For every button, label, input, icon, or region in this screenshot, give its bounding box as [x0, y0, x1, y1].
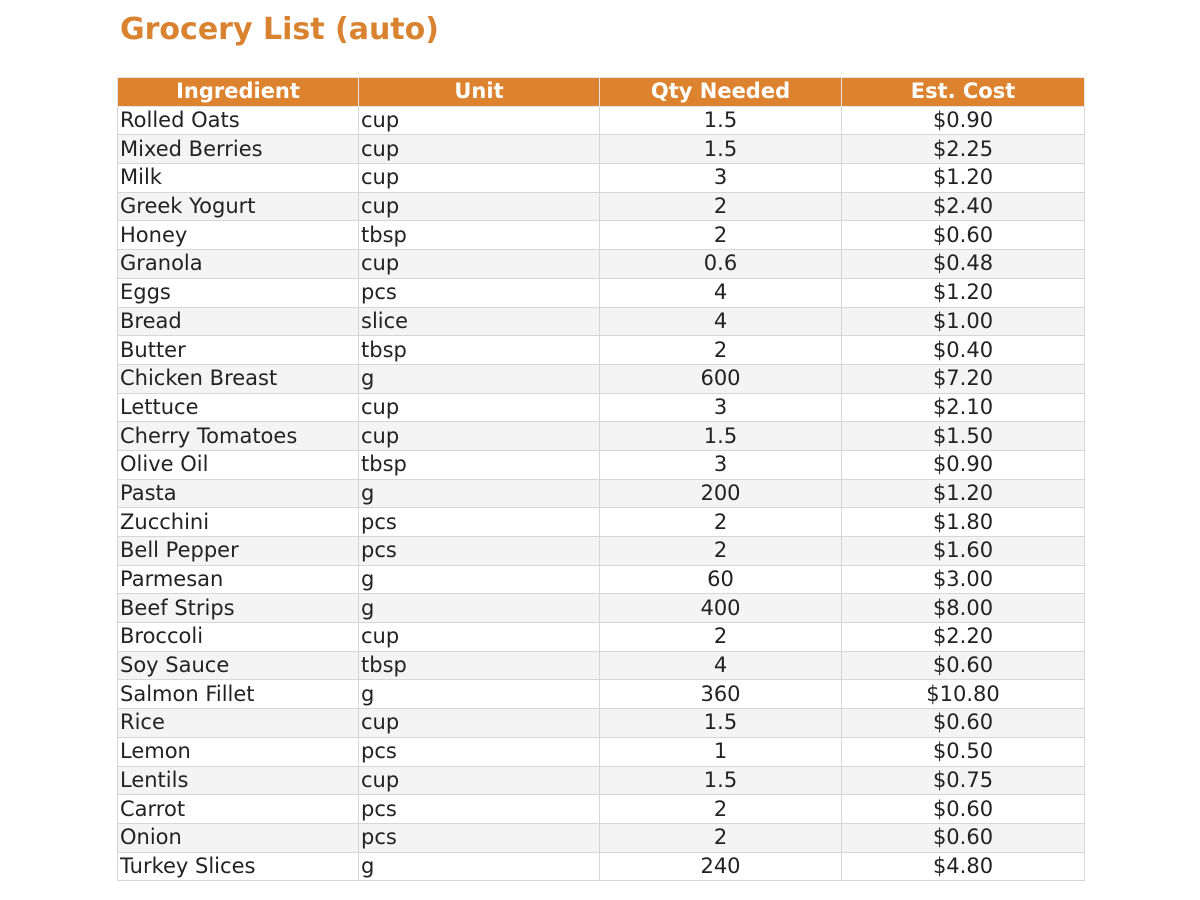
qty-needed-cell: 1.5	[600, 766, 842, 795]
est-cost-cell: $1.20	[842, 164, 1085, 193]
table-row	[118, 250, 1085, 279]
ingredient-cell: Rolled Oats	[118, 106, 359, 135]
est-cost-cell: $0.60	[842, 823, 1085, 852]
unit-cell: cup	[359, 135, 600, 164]
est-cost-cell: $1.60	[842, 537, 1085, 566]
unit-cell: cup	[359, 422, 600, 451]
qty-needed-cell: 2	[600, 537, 842, 566]
table-row	[118, 623, 1085, 652]
est-cost-cell: $1.20	[842, 278, 1085, 307]
unit-cell: cup	[359, 192, 600, 221]
table-row	[118, 709, 1085, 738]
page-title: Grocery List (auto)	[120, 12, 439, 47]
est-cost-cell: $0.48	[842, 250, 1085, 279]
qty-needed-cell: 3	[600, 450, 842, 479]
qty-needed-cell: 3	[600, 393, 842, 422]
ingredient-cell: Pasta	[118, 479, 359, 508]
est-cost-cell: $2.40	[842, 192, 1085, 221]
ingredient-cell: Carrot	[118, 795, 359, 824]
table-row	[118, 508, 1085, 537]
qty-needed-cell: 2	[600, 823, 842, 852]
column-header-qty-needed: Qty Needed	[600, 78, 842, 107]
table-row	[118, 737, 1085, 766]
ingredient-cell: Soy Sauce	[118, 651, 359, 680]
ingredient-cell: Bell Pepper	[118, 537, 359, 566]
table-row	[118, 795, 1085, 824]
unit-cell: cup	[359, 106, 600, 135]
qty-needed-cell: 240	[600, 852, 842, 881]
table-row	[118, 336, 1085, 365]
table-row	[118, 680, 1085, 709]
ingredient-cell: Onion	[118, 823, 359, 852]
column-header-ingredient: Ingredient	[118, 78, 359, 107]
ingredient-cell: Eggs	[118, 278, 359, 307]
ingredient-cell: Chicken Breast	[118, 364, 359, 393]
qty-needed-cell: 1.5	[600, 106, 842, 135]
ingredient-cell: Parmesan	[118, 565, 359, 594]
qty-needed-cell: 2	[600, 623, 842, 652]
qty-needed-cell: 2	[600, 508, 842, 537]
ingredient-cell: Salmon Fillet	[118, 680, 359, 709]
ingredient-cell: Turkey Slices	[118, 852, 359, 881]
ingredient-cell: Lemon	[118, 737, 359, 766]
qty-needed-cell: 1	[600, 737, 842, 766]
est-cost-cell: $0.50	[842, 737, 1085, 766]
ingredient-cell: Mixed Berries	[118, 135, 359, 164]
table-row	[118, 106, 1085, 135]
qty-needed-cell: 1.5	[600, 422, 842, 451]
unit-cell: g	[359, 852, 600, 881]
unit-cell: cup	[359, 709, 600, 738]
ingredient-cell: Rice	[118, 709, 359, 738]
ingredient-cell: Butter	[118, 336, 359, 365]
unit-cell: cup	[359, 164, 600, 193]
est-cost-cell: $7.20	[842, 364, 1085, 393]
unit-cell: pcs	[359, 795, 600, 824]
unit-cell: pcs	[359, 508, 600, 537]
qty-needed-cell: 2	[600, 336, 842, 365]
unit-cell: tbsp	[359, 336, 600, 365]
qty-needed-cell: 1.5	[600, 709, 842, 738]
table-row	[118, 192, 1085, 221]
est-cost-cell: $2.10	[842, 393, 1085, 422]
ingredient-cell: Cherry Tomatoes	[118, 422, 359, 451]
table-row	[118, 450, 1085, 479]
unit-cell: pcs	[359, 537, 600, 566]
est-cost-cell: $1.80	[842, 508, 1085, 537]
table-body	[118, 106, 1085, 881]
ingredient-cell: Lentils	[118, 766, 359, 795]
table-row	[118, 164, 1085, 193]
table-row	[118, 307, 1085, 336]
unit-cell: g	[359, 479, 600, 508]
ingredient-cell: Lettuce	[118, 393, 359, 422]
table-header	[118, 78, 1085, 107]
qty-needed-cell: 1.5	[600, 135, 842, 164]
est-cost-cell: $4.80	[842, 852, 1085, 881]
column-header-est-cost: Est. Cost	[842, 78, 1085, 107]
est-cost-cell: $0.60	[842, 221, 1085, 250]
est-cost-cell: $0.90	[842, 450, 1085, 479]
qty-needed-cell: 2	[600, 192, 842, 221]
table-row	[118, 393, 1085, 422]
table-row	[118, 278, 1085, 307]
grocery-table	[117, 77, 1085, 881]
unit-cell: tbsp	[359, 651, 600, 680]
table-row	[118, 565, 1085, 594]
table-row	[118, 594, 1085, 623]
ingredient-cell: Zucchini	[118, 508, 359, 537]
ingredient-cell: Greek Yogurt	[118, 192, 359, 221]
est-cost-cell: $3.00	[842, 565, 1085, 594]
qty-needed-cell: 0.6	[600, 250, 842, 279]
table-row	[118, 364, 1085, 393]
qty-needed-cell: 3	[600, 164, 842, 193]
est-cost-cell: $2.20	[842, 623, 1085, 652]
unit-cell: pcs	[359, 823, 600, 852]
ingredient-cell: Granola	[118, 250, 359, 279]
ingredient-cell: Beef Strips	[118, 594, 359, 623]
table-row	[118, 651, 1085, 680]
qty-needed-cell: 2	[600, 795, 842, 824]
unit-cell: tbsp	[359, 450, 600, 479]
est-cost-cell: $0.75	[842, 766, 1085, 795]
table-row	[118, 852, 1085, 881]
est-cost-cell: $0.60	[842, 651, 1085, 680]
unit-cell: g	[359, 594, 600, 623]
est-cost-cell: $0.90	[842, 106, 1085, 135]
header-row	[118, 78, 1085, 107]
qty-needed-cell: 4	[600, 278, 842, 307]
unit-cell: cup	[359, 393, 600, 422]
qty-needed-cell: 60	[600, 565, 842, 594]
table-row	[118, 221, 1085, 250]
unit-cell: pcs	[359, 278, 600, 307]
est-cost-cell: $2.25	[842, 135, 1085, 164]
ingredient-cell: Broccoli	[118, 623, 359, 652]
table-row	[118, 823, 1085, 852]
qty-needed-cell: 600	[600, 364, 842, 393]
ingredient-cell: Milk	[118, 164, 359, 193]
unit-cell: cup	[359, 623, 600, 652]
est-cost-cell: $1.50	[842, 422, 1085, 451]
table-row	[118, 766, 1085, 795]
est-cost-cell: $8.00	[842, 594, 1085, 623]
est-cost-cell: $1.00	[842, 307, 1085, 336]
table-row	[118, 135, 1085, 164]
qty-needed-cell: 4	[600, 651, 842, 680]
column-header-unit: Unit	[359, 78, 600, 107]
est-cost-cell: $1.20	[842, 479, 1085, 508]
qty-needed-cell: 360	[600, 680, 842, 709]
table-row	[118, 479, 1085, 508]
unit-cell: g	[359, 565, 600, 594]
qty-needed-cell: 2	[600, 221, 842, 250]
ingredient-cell: Olive Oil	[118, 450, 359, 479]
est-cost-cell: $0.40	[842, 336, 1085, 365]
ingredient-cell: Bread	[118, 307, 359, 336]
unit-cell: cup	[359, 250, 600, 279]
ingredient-cell: Honey	[118, 221, 359, 250]
unit-cell: tbsp	[359, 221, 600, 250]
est-cost-cell: $0.60	[842, 709, 1085, 738]
unit-cell: slice	[359, 307, 600, 336]
unit-cell: pcs	[359, 737, 600, 766]
unit-cell: cup	[359, 766, 600, 795]
qty-needed-cell: 200	[600, 479, 842, 508]
unit-cell: g	[359, 364, 600, 393]
est-cost-cell: $10.80	[842, 680, 1085, 709]
qty-needed-cell: 4	[600, 307, 842, 336]
est-cost-cell: $0.60	[842, 795, 1085, 824]
table-row	[118, 422, 1085, 451]
qty-needed-cell: 400	[600, 594, 842, 623]
table-row	[118, 537, 1085, 566]
unit-cell: g	[359, 680, 600, 709]
